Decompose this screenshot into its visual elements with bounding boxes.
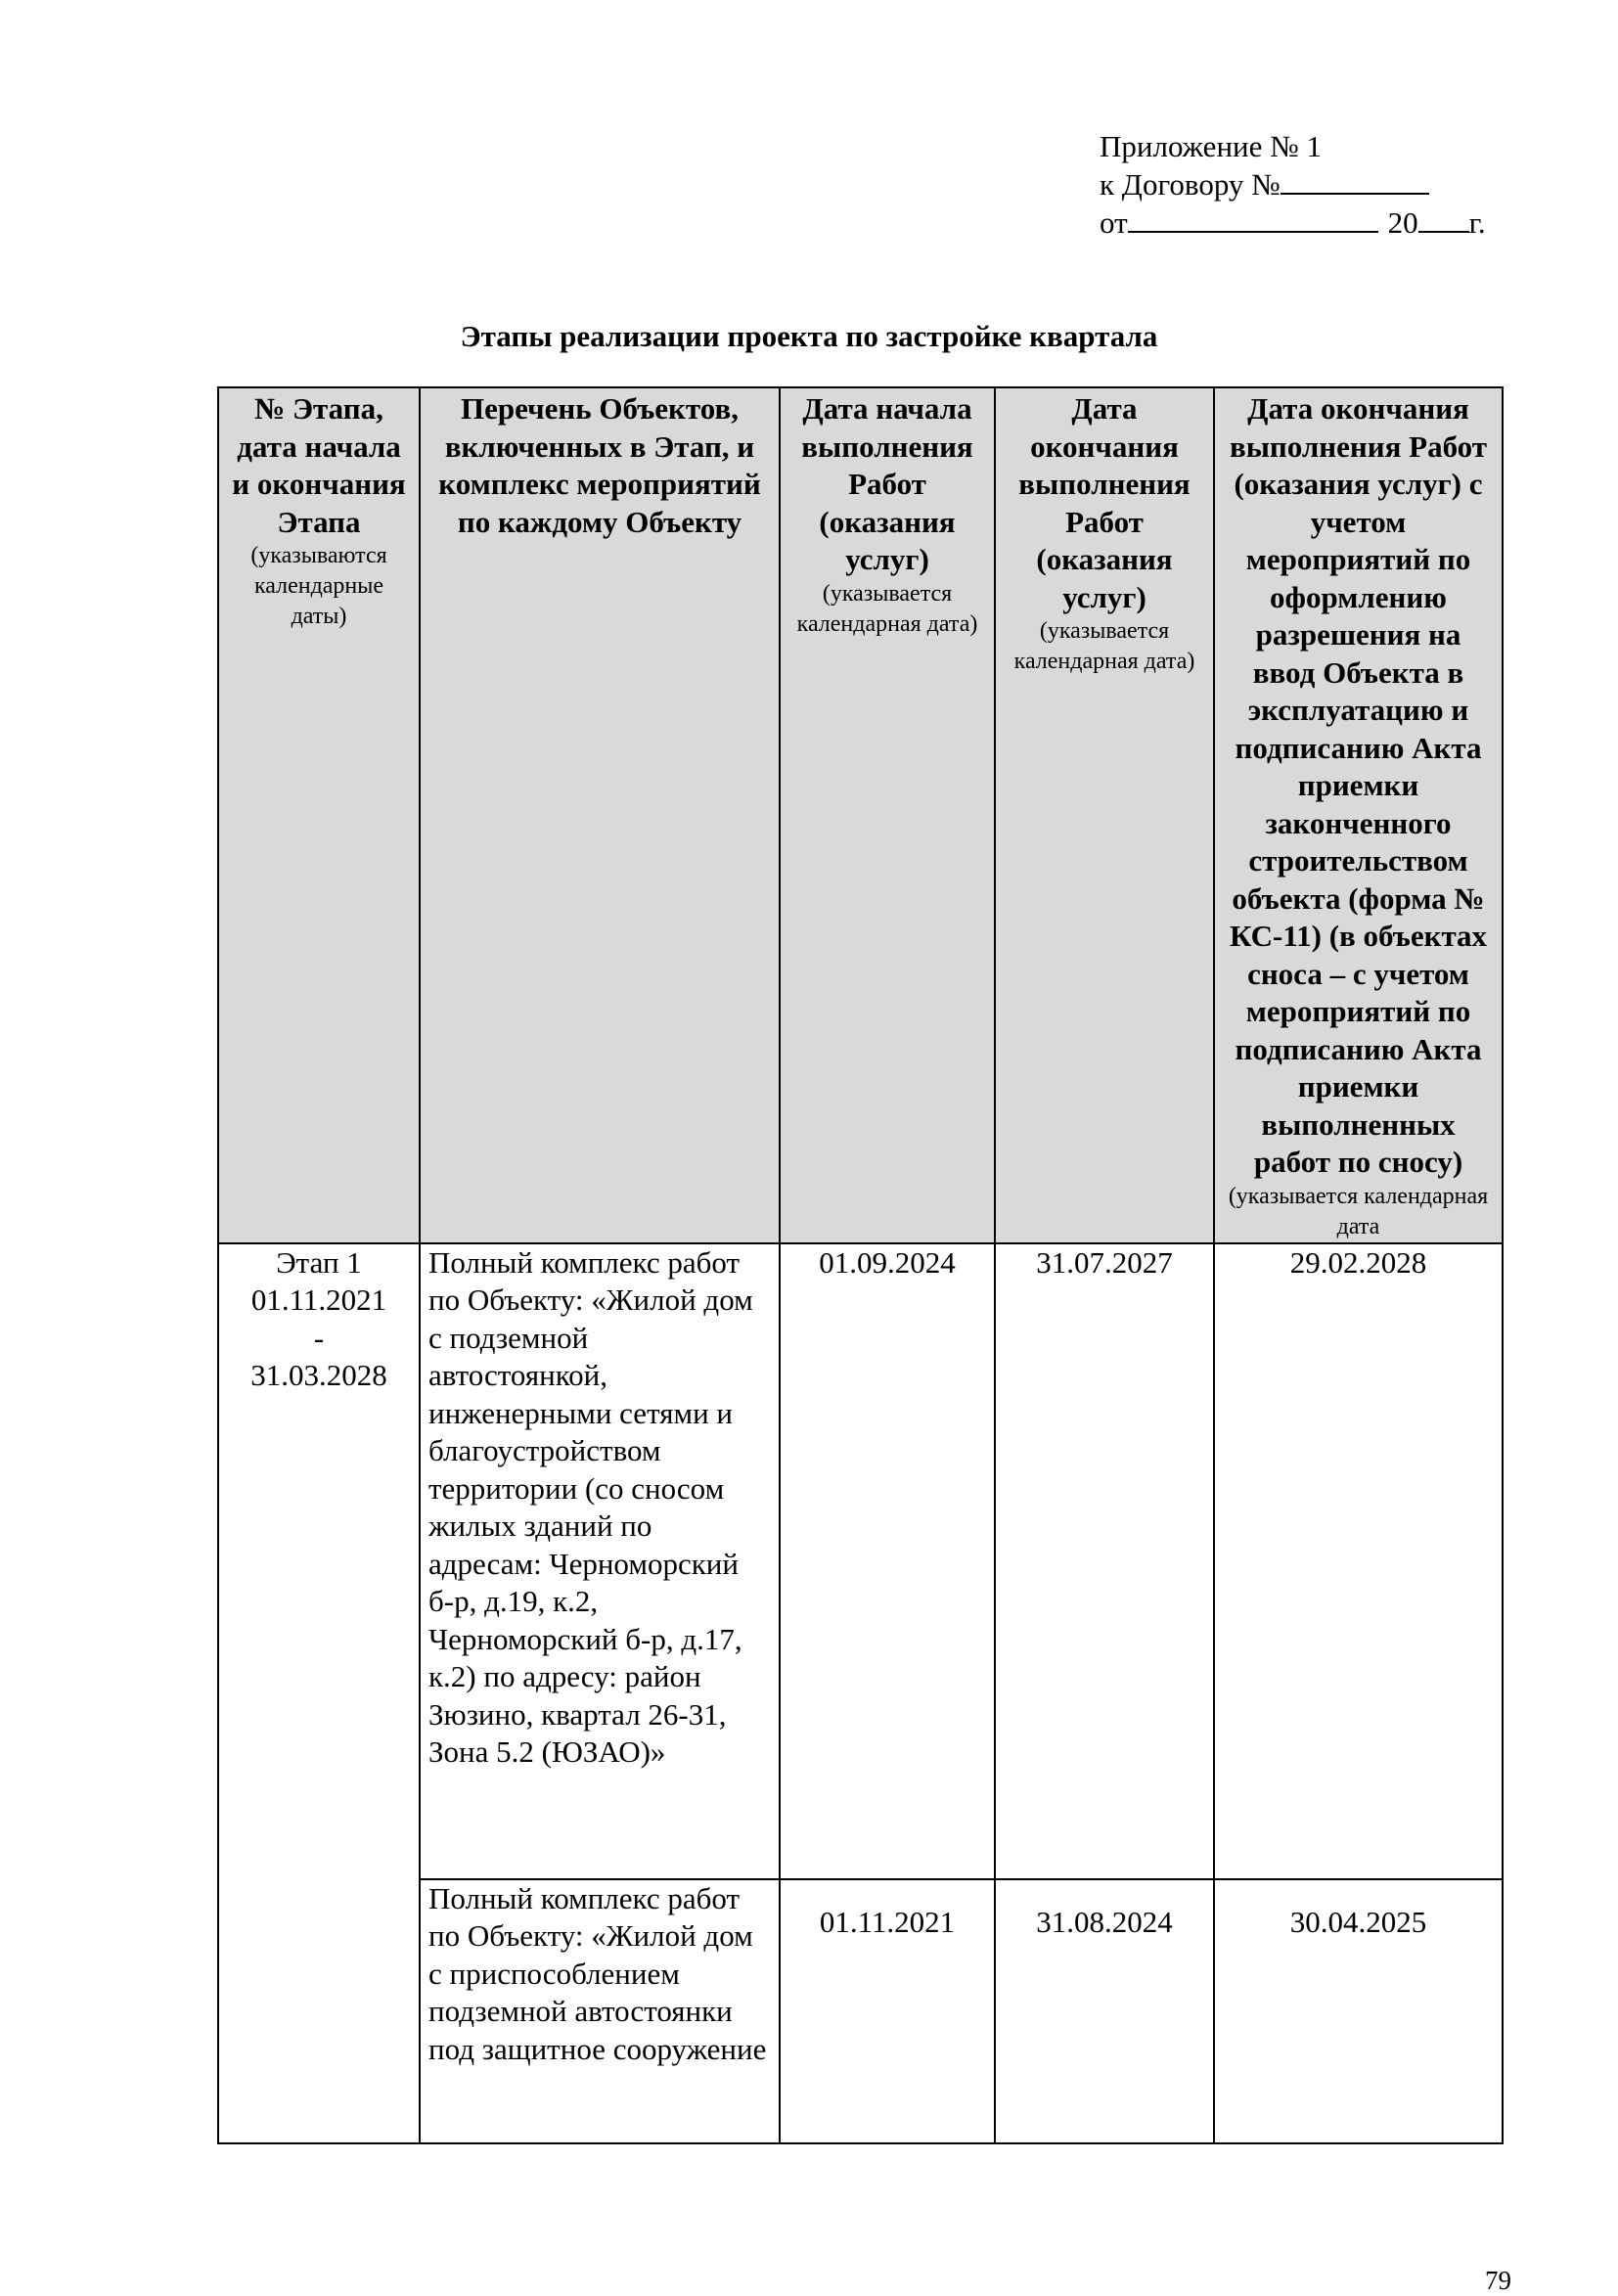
contract-number-line — [1100, 165, 1486, 203]
appendix-block — [1100, 127, 1486, 242]
stages-table — [217, 386, 1504, 2144]
header-hint: (указывается календарная дата) — [1013, 618, 1195, 674]
commissioning-date: 29.02.2028 — [1214, 1243, 1503, 1879]
header-title: Дата окончания выполнения Работ (оказания услуг) — [1018, 391, 1191, 614]
header-title: № Этапа, дата начала и окончания Этапа — [232, 391, 406, 539]
header-title: Дата окончания выполнения Работ (оказания услуг) с учетом мероприятий по оформлению разрешения на ввод Объекта в эксплуатацию и подписанию Акта приемки законченного строительством объекта (форма № КС-11) (в объектах сноса – с учетом мероприятий по подписанию Акта приемки выполненных работ по сносу) — [1229, 391, 1488, 1179]
page-number: 79 — [1485, 2266, 1511, 2295]
header-title: Дата начала выполнения Работ (оказания услуг) — [801, 391, 973, 576]
header-hint: (указываются календарные даты) — [250, 543, 387, 629]
object-description: Полный комплекс работ по Объекту: «Жилой дом с подземной автостоянкой, инженерными сетями и благоустройством территории (со сносом жилых зданий по адресам: Черноморский б-р, д.19, к.2, Черноморский б-р, д.17, к.2) по адресу: район Зюзино, квартал 26-31, Зона 5.2 (ЮЗАО)» — [420, 1243, 780, 1879]
end-date: 31.07.2027 — [995, 1243, 1214, 1879]
year-blank — [1418, 203, 1469, 233]
start-date: 01.11.2021 — [780, 1879, 995, 2143]
contract-date-line — [1100, 203, 1486, 242]
header-title: Перечень Объектов, включенных в Этап, и комплекс мероприятий по каждому Объекту — [438, 391, 761, 539]
contract-number-blank — [1281, 165, 1429, 195]
header-hint: (указывается календарная дата — [1228, 1183, 1489, 1239]
stage-end: 31.03.2028 — [250, 1358, 387, 1392]
stage-start: 01.11.2021 — [250, 1283, 387, 1317]
contract-label: к Договору № — [1100, 167, 1281, 202]
year-prefix: 20 — [1387, 205, 1418, 240]
header-stage — [218, 387, 420, 1243]
table-row — [218, 1243, 1503, 1879]
object-description: Полный комплекс работ по Объекту: «Жилой дом с приспособлением подземной автостоянки под защитное сооружение — [420, 1879, 780, 2143]
date-prefix: от — [1100, 205, 1128, 240]
date-blank — [1128, 203, 1378, 233]
header-start-date — [780, 387, 995, 1243]
header-commissioning-date — [1214, 387, 1503, 1243]
stage-cell — [218, 1243, 420, 2143]
document-title: Этапы реализации проекта по застройке квартала — [460, 319, 1158, 353]
header-end-date — [995, 387, 1214, 1243]
stage-separator: - — [313, 1320, 325, 1355]
appendix-line: Приложение № 1 — [1100, 129, 1322, 163]
header-objects — [420, 387, 780, 1243]
year-suffix: г. — [1468, 205, 1486, 240]
stage-name: Этап 1 — [276, 1244, 362, 1280]
end-date: 31.08.2024 — [995, 1879, 1214, 2143]
start-date: 01.09.2024 — [780, 1243, 995, 1879]
table-header-row — [218, 387, 1503, 1243]
header-hint: (указывается календарная дата) — [796, 580, 978, 637]
commissioning-date: 30.04.2025 — [1214, 1879, 1503, 2143]
